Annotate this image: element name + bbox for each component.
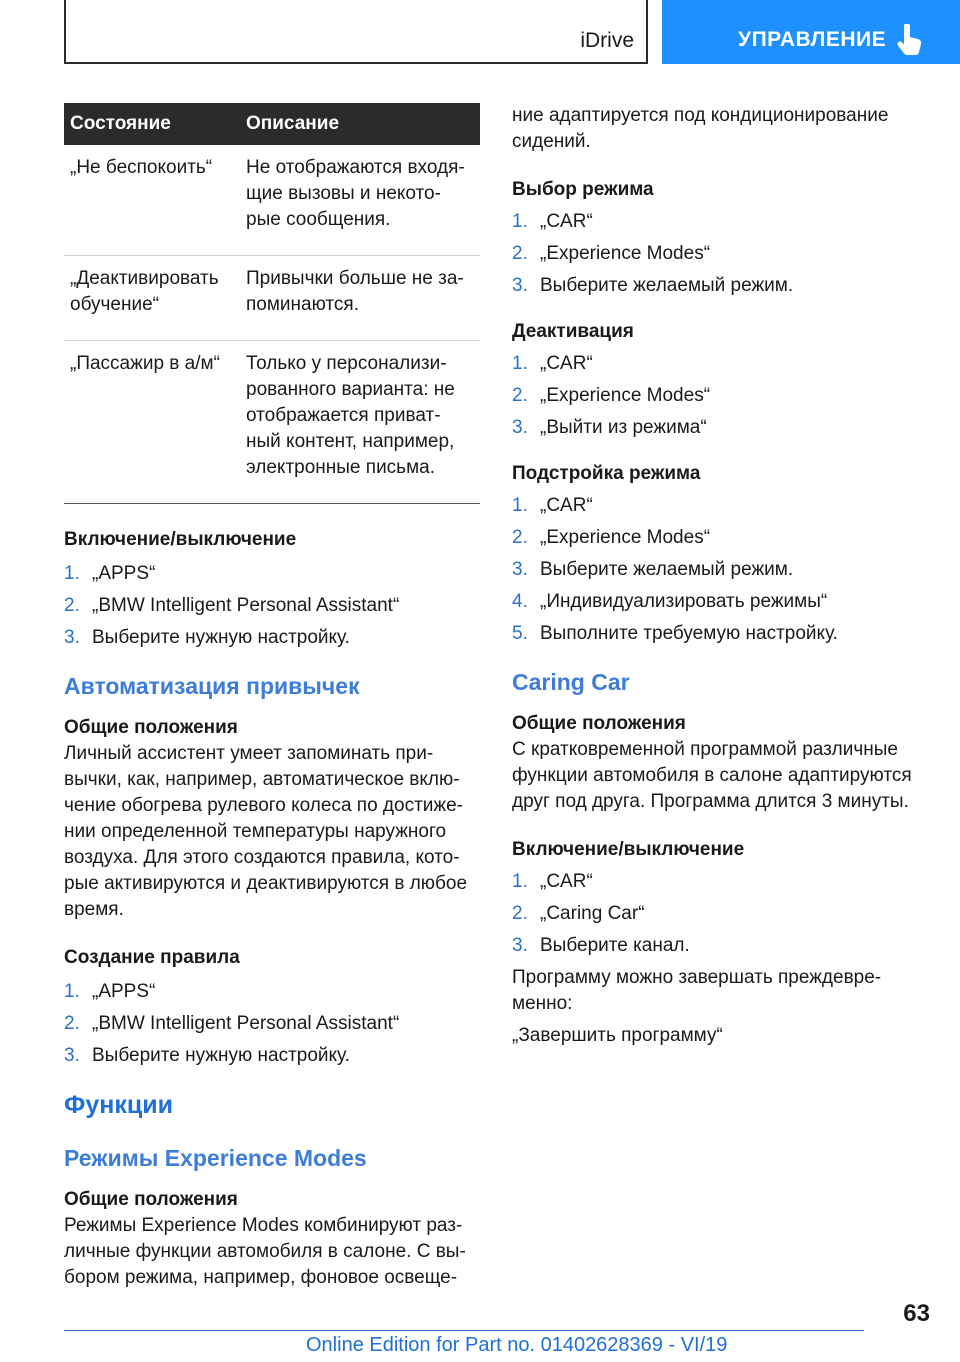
- list-item: 2. „BMW Intelligent Personal Assistant“: [64, 1013, 400, 1034]
- list-item: 1. „CAR“: [512, 211, 593, 232]
- onoff-steps: [64, 561, 480, 651]
- footer-divider: [64, 1330, 864, 1331]
- caring-general-heading: Общие положения: [512, 713, 686, 734]
- header-section-label: iDrive: [580, 29, 634, 52]
- automation-general-heading: Общие положения: [64, 717, 238, 738]
- page-number: 63: [903, 1300, 930, 1327]
- table-cell-description: Привычки больше не за- поминаются.: [240, 256, 480, 341]
- automation-heading: Автоматизация привычек: [64, 673, 360, 699]
- table-cell-state: „Не беспокоить“: [64, 145, 240, 256]
- table-header-state: Состояние: [64, 103, 240, 145]
- list-item: 1. „APPS“: [64, 563, 156, 584]
- list-item: 3. Выберите желаемый режим.: [512, 275, 794, 296]
- header-section-box: [64, 0, 648, 64]
- right-column: [512, 103, 928, 1049]
- functions-heading: Функции: [64, 1091, 173, 1119]
- onoff-heading: Включение/выключение: [64, 529, 297, 550]
- list-item: 1. „APPS“: [64, 981, 156, 1002]
- table-row: [64, 145, 480, 256]
- hand-pointer-icon: [896, 24, 924, 56]
- select-mode-heading: Выбор режима: [512, 179, 654, 200]
- caring-car-heading: Caring Car: [512, 669, 630, 695]
- automation-general-text: Личный ассистент умеет запоминать при- вычки, как, например, автоматическое вклю- чение обогрева рулевого колеса по достиже- нии определенной температуры наружного воздуха. Для этого создаются правила, кото- рые активируются и деактивируются в любое время.: [64, 743, 468, 920]
- caring-end-text: Программу можно завершать преждевре- менно:: [512, 967, 882, 1014]
- list-item: 2. „Caring Car“: [512, 903, 645, 924]
- caring-end-action: „Завершить программу“: [512, 1025, 723, 1046]
- list-item: 2. „Experience Modes“: [512, 385, 711, 406]
- list-item: 2. „Experience Modes“: [512, 243, 711, 264]
- table-header-row: [64, 103, 480, 145]
- rule-steps: [64, 979, 480, 1069]
- header-chapter-label: УПРАВЛЕНИЕ: [738, 28, 887, 51]
- table-cell-description: Не отображаются входя- щие вызовы и некото- рые сообщения.: [240, 145, 480, 256]
- deactivation-steps: [512, 351, 928, 441]
- list-item: 3. Выберите нужную настройку.: [64, 627, 350, 648]
- experience-general-text-cont: ние адаптируется под кондиционирование сидений.: [512, 105, 889, 152]
- caring-general-text: С кратковременной программой различные функции автомобиля в салоне адаптируются друг под друга. Программа длится 3 минуты.: [512, 739, 912, 812]
- table-cell-description: Только у персонализи- рованного варианта: не отображается приват- ный контент, например, электронные письма.: [240, 341, 480, 504]
- list-item: 2. „BMW Intelligent Personal Assistant“: [64, 595, 400, 616]
- list-item: 1. „CAR“: [512, 495, 593, 516]
- list-item: 3. Выберите канал.: [512, 935, 690, 956]
- footer-edition-link[interactable]: Online Edition for Part no. 01402628369 - VI/19: [306, 1334, 728, 1356]
- list-item: 3. Выберите желаемый режим.: [512, 559, 794, 580]
- experience-general-heading: Общие положения: [64, 1189, 238, 1210]
- table-row: [64, 341, 480, 504]
- experience-heading: Режимы Experience Modes: [64, 1145, 367, 1171]
- list-item: 1. „CAR“: [512, 871, 593, 892]
- adjust-mode-steps: [512, 493, 928, 647]
- caring-onoff-steps: [512, 869, 928, 959]
- list-item: 1. „CAR“: [512, 353, 593, 374]
- deactivation-heading: Деактивация: [512, 321, 634, 342]
- table-row: [64, 256, 480, 341]
- select-mode-steps: [512, 209, 928, 299]
- mode-status-table: [64, 103, 480, 504]
- table-cell-state: „Пассажир в а/м“: [64, 341, 240, 504]
- list-item: 3. Выберите нужную настройку.: [64, 1045, 350, 1066]
- header-chapter-tab[interactable]: [662, 0, 960, 64]
- list-item: 3. „Выйти из режима“: [512, 417, 707, 438]
- list-item: 4. „Индивидуализировать режимы“: [512, 591, 828, 612]
- rule-heading: Создание правила: [64, 947, 240, 968]
- caring-onoff-heading: Включение/выключение: [512, 839, 745, 860]
- table-header-description: Описание: [240, 103, 480, 145]
- list-item: 2. „Experience Modes“: [512, 527, 711, 548]
- list-item: 5. Выполните требуемую настройку.: [512, 623, 838, 644]
- table-cell-state: „Деактивировать обучение“: [64, 256, 240, 341]
- adjust-mode-heading: Подстройка режима: [512, 463, 701, 484]
- left-column: [64, 103, 480, 1291]
- experience-general-text: Режимы Experience Modes комбинируют раз- личные функции автомобиля в салоне. С вы- бором режима, например, фоновое освеще-: [64, 1215, 466, 1288]
